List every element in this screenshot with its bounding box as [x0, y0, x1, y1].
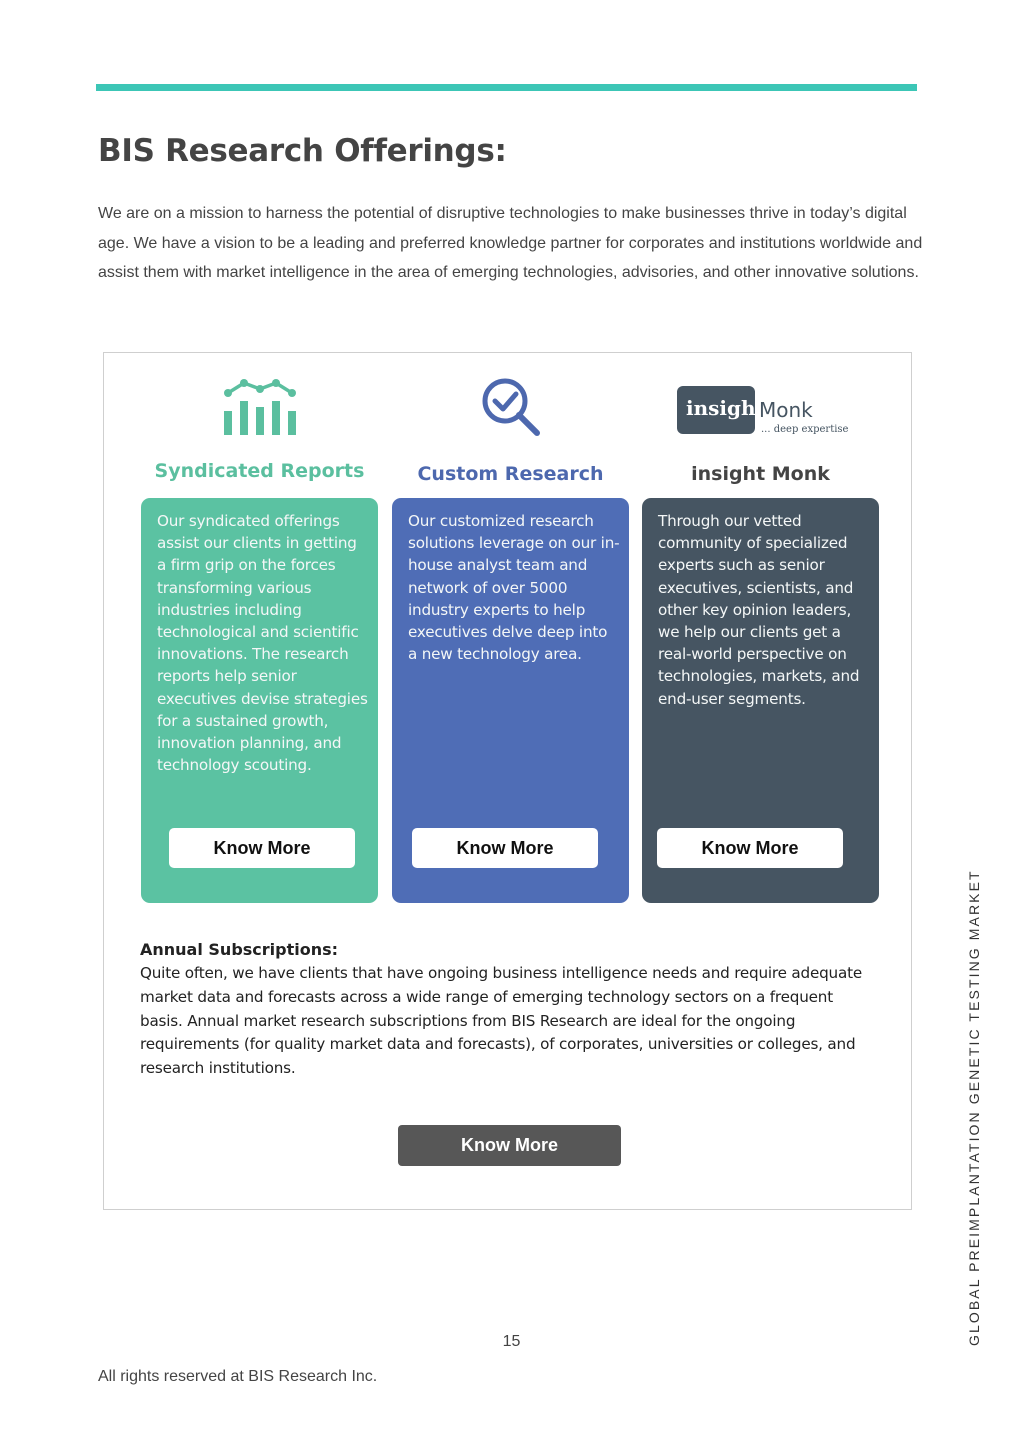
annual-subscriptions-text: Quite often, we have clients that have ongoing business intelligence needs and require adequate market data and forecasts across a wide range of emerging technology sectors on a frequent basis. Annual market research subscriptions from BIS Research are ideal for the ongoing requirements (for quality market data and forecasts), of corporates, universities or colleges, and research institutions. [140, 964, 862, 1078]
insight-monk-know-more-button[interactable]: Know More [657, 828, 843, 868]
syndicated-reports-card [141, 498, 378, 903]
insight-monk-title: insight Monk [691, 463, 830, 485]
subscriptions-know-more-button[interactable]: Know More [398, 1125, 621, 1166]
logo-word-insight: insight [686, 396, 765, 420]
page-number: 15 [502, 1333, 521, 1350]
custom-research-card [392, 498, 629, 903]
custom-research-title: Custom Research [417, 463, 604, 485]
logo-word-monk: Monk [759, 398, 813, 422]
side-running-title: GLOBAL PREIMPLANTATION GENETIC TESTING MARKET [966, 869, 982, 1346]
insight-monk-logo [677, 386, 857, 440]
annual-subscriptions-heading: Annual Subscriptions: [140, 940, 339, 959]
insight-monk-text: Through our vetted community of specialized experts such as senior executives, scientists, and other key opinion leaders, we help our clients get a real-world perspective on technologies, markets, and end-user segments. [658, 512, 860, 708]
magnifier-check-icon [479, 375, 543, 444]
bar-chart-trend-icon [222, 377, 298, 442]
syndicated-reports-text: Our syndicated offerings assist our clients in getting a firm grip on the forces transforming various industries including technological and scientific innovations. The research reports help senior executives devise strategies for a sustained growth, innovation planning, and technology scouting. [157, 512, 368, 775]
intro-paragraph: We are on a mission to harness the potential of disruptive technologies to make businesses thrive in today’s digital age. We have a vision to be a leading and preferred knowledge partner for corporates and institutions worldwide and assist them with market intelligence in the area of emerging technologies, advisories, and other innovative solutions. [98, 205, 923, 282]
syndicated-know-more-button[interactable]: Know More [169, 828, 355, 868]
custom-research-know-more-button[interactable]: Know More [412, 828, 598, 868]
top-accent-rule [96, 84, 917, 91]
footer-copyright: All rights reserved at BIS Research Inc. [98, 1368, 378, 1385]
logo-tagline: ... deep expertise [761, 424, 849, 435]
insight-monk-card [642, 498, 879, 903]
custom-research-text: Our customized research solutions leverage on our in-house analyst team and network of over 5000 industry experts to help executives delve deep into a new technology area. [408, 512, 620, 664]
syndicated-reports-title: Syndicated Reports [154, 460, 365, 482]
page-title: BIS Research Offerings: [98, 133, 507, 169]
